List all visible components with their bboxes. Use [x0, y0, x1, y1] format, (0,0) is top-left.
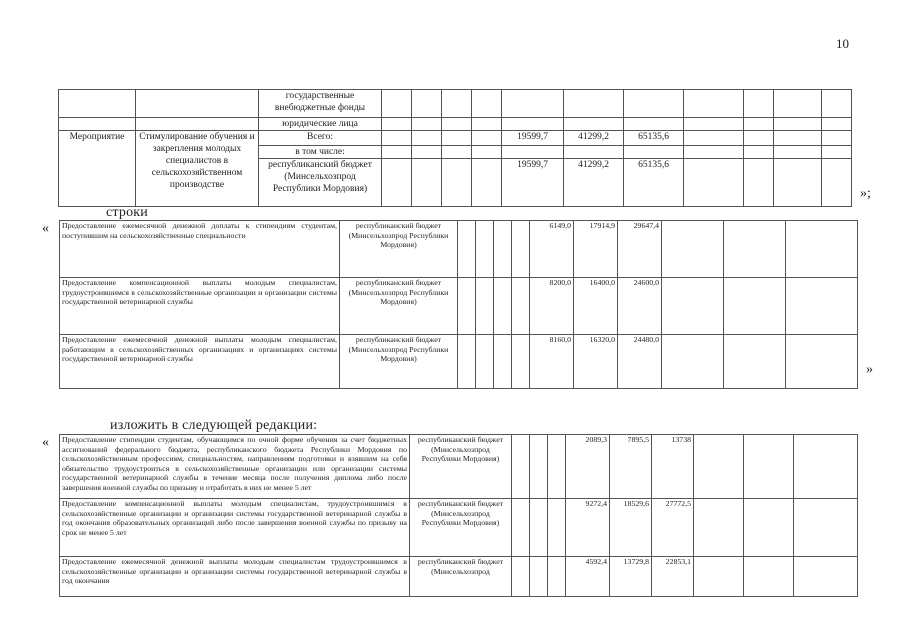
cell-value: 41299,2 [564, 131, 624, 146]
cell-value: 2089,3 [566, 435, 610, 499]
cell-value: 65135,6 [624, 159, 684, 207]
cell-description: Предоставление компенсационной выплаты молодым специалистам, трудоустроившимся в сельскохозяйственные организации и организации системы государственной ветеринарной службы [60, 278, 340, 335]
cell-value: 19599,7 [502, 131, 564, 146]
cell-value: 27772,5 [652, 499, 694, 557]
closing-quote: »; [860, 186, 871, 201]
cell-source: республиканский бюджет (Минсельхозпрод Республики Мордовия) [410, 499, 512, 557]
table-row [60, 499, 858, 557]
closing-quote: » [866, 362, 873, 377]
cell-value: 41299,2 [564, 159, 624, 207]
cell-value: 16320,0 [574, 335, 618, 389]
table-row [59, 118, 852, 131]
table-rows-old [59, 220, 858, 389]
cell-source: республиканский бюджет (Минсельхозпрод Республики Мордовия) [340, 278, 458, 335]
cell-value: 8160,0 [530, 335, 574, 389]
table-rows-new [59, 434, 858, 597]
cell-description: Предоставление ежемесячной денежной выплаты молодым специалистам трудоустроившимся в сельскохозяйственные организации и организации системы государственной ветеринарной службы в год окончания [60, 557, 410, 597]
cell-value: 4592,4 [566, 557, 610, 597]
cell-description: Предоставление ежемесячной денежной доплаты к стипендиям студентам, поступившим на сельскохозяйственные специальности [60, 221, 340, 278]
cell-source: Всего: [259, 131, 382, 146]
cell-value: 24600,0 [618, 278, 662, 335]
cell-source: в том числе: [259, 146, 382, 159]
table-row [60, 221, 858, 278]
table-row [60, 278, 858, 335]
cell-description: Предоставление ежемесячной денежной выплаты молодым специалистам, работающим в сельскохозяйственных организациях и организациях системы государственной ветеринарной службы [60, 335, 340, 389]
cell-value: 13738 [652, 435, 694, 499]
cell-value: 9272,4 [566, 499, 610, 557]
cell-value: 17914,9 [574, 221, 618, 278]
section-heading-rows: строки [106, 205, 148, 220]
cell-value: 19599,7 [502, 159, 564, 207]
cell-value: 65135,6 [624, 131, 684, 146]
cell-description: Предоставление компенсационной выплаты молодым специалистам, трудоустроившимся в сельскохозяйственные организации и организации системы государственной ветеринарной службы в год окончания образовательных организаций либо после завершения военной службы по призыву на срок не менее 5 лет [60, 499, 410, 557]
table-row [60, 335, 858, 389]
table-row [59, 131, 852, 146]
cell-name: Стимулирование обучения и закрепления молодых специалистов в сельскохозяйственном производстве [136, 131, 259, 207]
cell-source: юридические лица [259, 118, 382, 131]
cell-value: 24480,0 [618, 335, 662, 389]
cell-source: республиканский бюджет (Минсельхозпрод [410, 557, 512, 597]
cell-source: государственные внебюджетные фонды [259, 90, 382, 118]
opening-quote: « [42, 435, 49, 450]
table-previous-fragment [58, 89, 852, 207]
cell-value: 8200,0 [530, 278, 574, 335]
cell-source: республиканский бюджет (Минсельхозпрод Республики Мордовия) [410, 435, 512, 499]
table-row [59, 90, 852, 118]
cell-value: 16400,0 [574, 278, 618, 335]
cell-value: 29647,4 [618, 221, 662, 278]
page-number: 10 [836, 36, 849, 51]
cell-source: республиканский бюджет (Минсельхозпрод Республики Мордовия) [340, 221, 458, 278]
table-row [60, 435, 858, 499]
cell-description: Предоставление стипендии студентам, обучающимся по очной форме обучения за счет бюджетных ассигнований федерального бюджета, республиканского бюджета Республики Мордовия по сельскохозяйственным профессиям, специальностям, направлениям подготовки и взявшим на себя обязательство трудоустроиться в сельскохозяйственные организации или организации системы государственной ветеринарной службы в течение месяца после получения диплома либо после завершения военной службы по призыву и отработать в них не менее 5 лет [60, 435, 410, 499]
cell-value: 22853,1 [652, 557, 694, 597]
cell-value: 13729,8 [610, 557, 652, 597]
cell-source: республиканский бюджет (Минсельхозпрод Республики Мордовия) [259, 159, 382, 207]
cell-value: 7895,5 [610, 435, 652, 499]
opening-quote: « [42, 221, 49, 236]
cell-source: республиканский бюджет (Минсельхозпрод Республики Мордовия) [340, 335, 458, 389]
section-heading-new-edition: изложить в следующей редакции: [110, 418, 318, 433]
cell-type: Мероприятие [59, 131, 136, 207]
table-row [60, 557, 858, 597]
cell-value: 6149,0 [530, 221, 574, 278]
cell-value: 18529,6 [610, 499, 652, 557]
